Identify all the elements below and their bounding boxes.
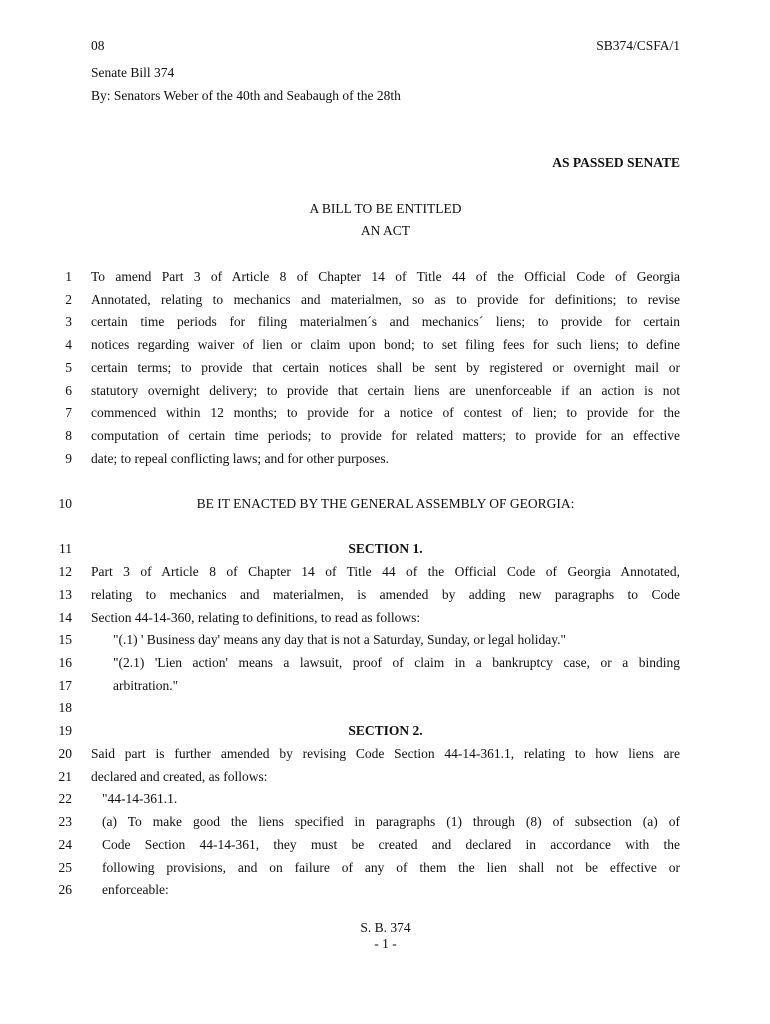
line-number: 18: [58, 700, 72, 715]
line-number: 17: [58, 678, 72, 693]
header-document-id: SB374/CSFA/1: [596, 38, 680, 53]
line-text: To amend Part 3 of Article 8 of Chapter 14 of Title 44 of the Official Code of Georgia: [91, 269, 680, 284]
section-heading: SECTION 2.: [348, 723, 423, 738]
section-heading: SECTION 1.: [348, 541, 423, 556]
line-text: Said part is further amended by revising Code Section 44-14-361.1, relating to how liens are: [91, 746, 680, 761]
line-number: 20: [58, 746, 72, 761]
line-number: 7: [65, 405, 72, 420]
line-number: 24: [58, 837, 72, 852]
line-text: notices regarding waiver of lien or claim upon bond; to set filing fees for such liens; to define: [91, 337, 680, 352]
heading-an-act: AN ACT: [360, 223, 411, 238]
line-text: statutory overnight delivery; to provide that certain liens are unenforceable if an action is not: [91, 383, 680, 398]
line-text: "(.1) ' Business day' means any day that is not a Saturday, Sunday, or legal holiday.": [113, 632, 567, 647]
footer-page-number: - 1 -: [374, 936, 397, 951]
line-number: 23: [58, 814, 72, 829]
footer-bill-number: S. B. 374: [360, 920, 411, 935]
line-number: 15: [58, 632, 72, 647]
line-text: enforceable:: [102, 882, 169, 897]
line-number: 6: [65, 383, 72, 398]
heading-bill-entitled: A BILL TO BE ENTITLED: [309, 201, 462, 216]
line-number: 25: [58, 860, 72, 875]
line-number: 3: [65, 314, 72, 329]
line-text: (a) To make good the liens specified in paragraphs (1) through (8) of subsection (a) of: [102, 814, 680, 829]
line-text: "44-14-361.1.: [102, 791, 178, 806]
line-text: declared and created, as follows:: [91, 769, 268, 784]
header-left-code: 08: [91, 38, 105, 53]
bill-title: Senate Bill 374: [91, 65, 175, 80]
line-number: 8: [65, 428, 72, 443]
line-number: 13: [58, 587, 72, 602]
line-text: Part 3 of Article 8 of Chapter 14 of Title 44 of the Official Code of Georgia Annotated,: [91, 564, 680, 579]
line-text: Code Section 44-14-361, they must be created and declared in accordance with the: [102, 837, 680, 852]
line-number: 1: [65, 269, 72, 284]
line-text: certain time periods for filing materialmen´s and mechanics´ liens; to provide for certain: [91, 314, 680, 329]
line-text: certain terms; to provide that certain notices shall be sent by registered or overnight mail or: [91, 360, 680, 375]
line-number: 21: [58, 769, 72, 784]
line-number: 16: [58, 655, 72, 670]
line-text: following provisions, and on failure of any of them the lien shall not be effective or: [102, 860, 680, 875]
line-text: "(2.1) 'Lien action' means a lawsuit, proof of claim in a bankruptcy case, or a binding: [113, 655, 680, 670]
line-number: 5: [65, 360, 72, 375]
line-number: 26: [58, 882, 72, 897]
line-text: Annotated, relating to mechanics and materialmen, so as to provide for definitions; to revise: [91, 292, 680, 307]
enacting-clause: BE IT ENACTED BY THE GENERAL ASSEMBLY OF GEORGIA:: [196, 496, 575, 511]
bill-status: AS PASSED SENATE: [552, 155, 680, 170]
line-number: 10: [58, 496, 72, 511]
line-number: 14: [58, 610, 72, 625]
line-number: 12: [58, 564, 72, 579]
line-text: computation of certain time periods; to provide for related matters; to provide for an effective: [91, 428, 680, 443]
line-number: 2: [65, 292, 72, 307]
line-number: 11: [59, 541, 72, 556]
line-text: relating to mechanics and materialmen, is amended by adding new paragraphs to Code: [91, 587, 680, 602]
line-text: Section 44-14-360, relating to definitions, to read as follows:: [91, 610, 421, 625]
line-number: 22: [58, 791, 72, 806]
line-text: date; to repeal conflicting laws; and for other purposes.: [91, 451, 390, 466]
line-number: 4: [65, 337, 72, 352]
line-number: 19: [58, 723, 72, 738]
line-text: commenced within 12 months; to provide for a notice of contest of lien; to provide for the: [91, 405, 680, 420]
line-text: arbitration.": [113, 678, 179, 693]
line-number: 9: [65, 451, 72, 466]
bill-sponsors: By: Senators Weber of the 40th and Seabaugh of the 28th: [91, 88, 401, 103]
